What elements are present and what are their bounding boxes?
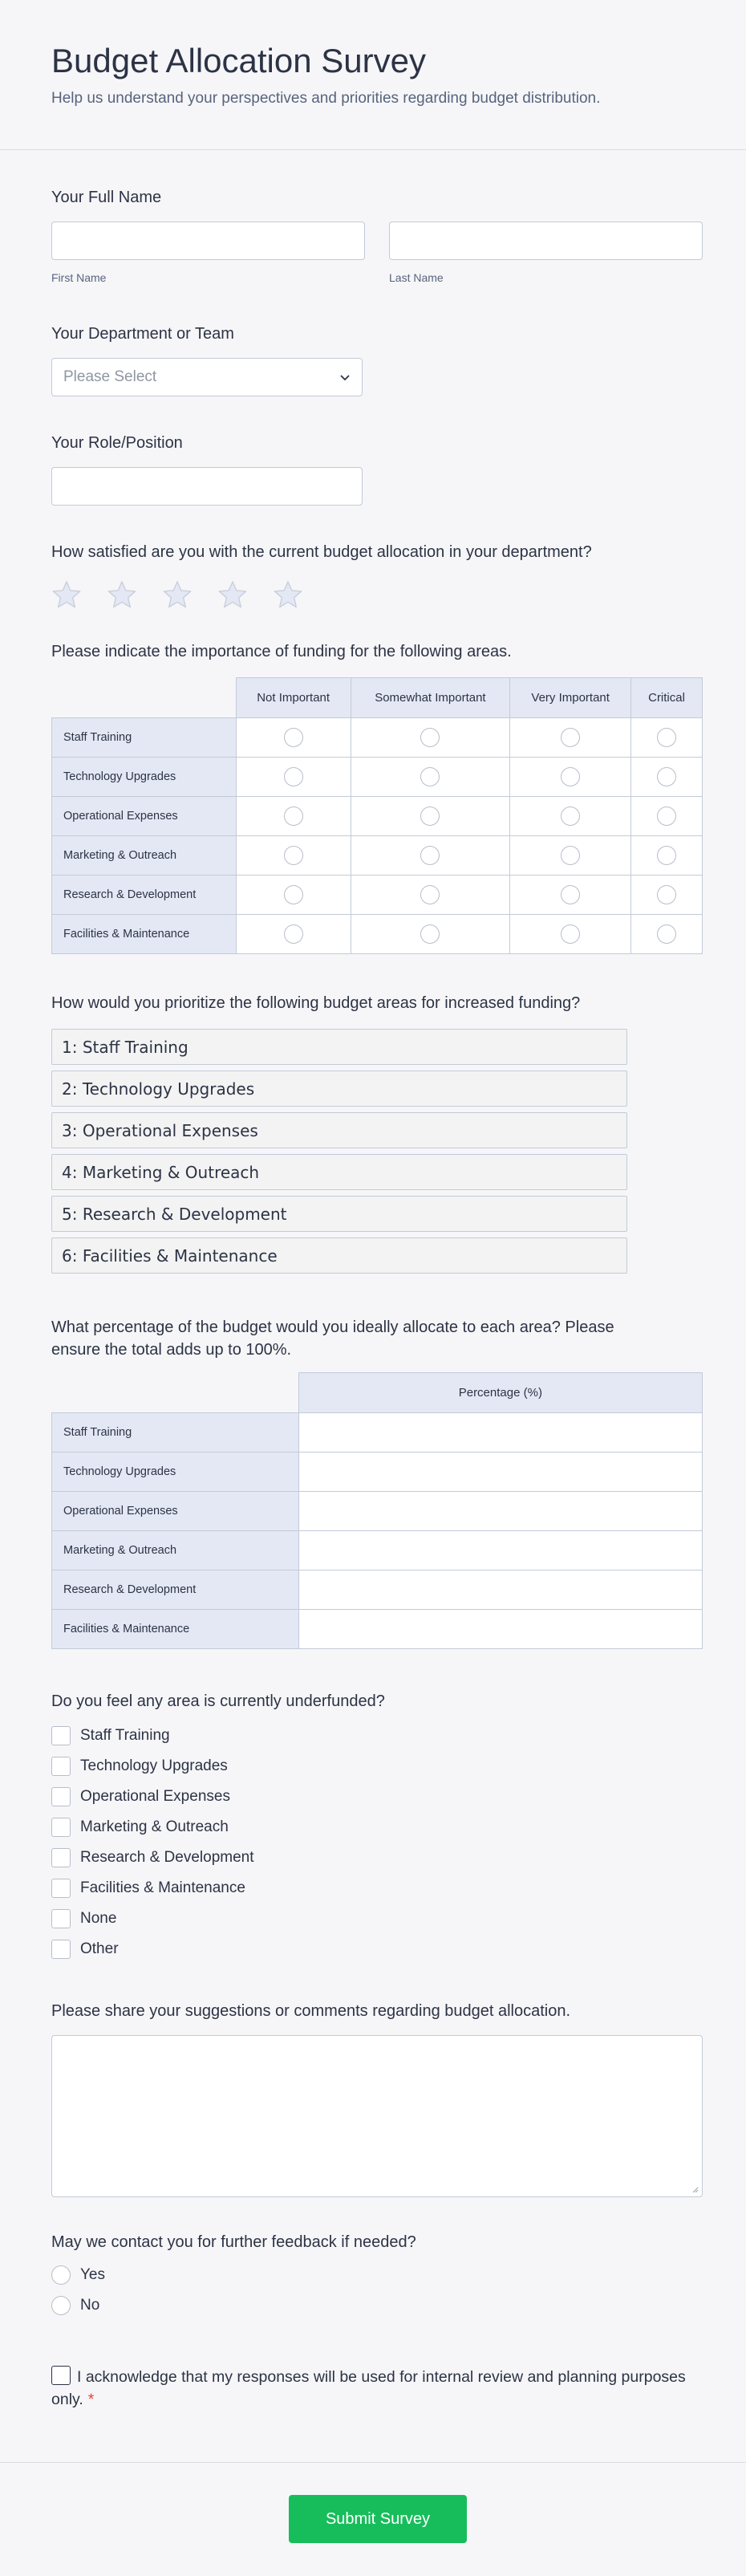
comments-label: Please share your suggestions or comments regarding budget allocation. bbox=[51, 2002, 571, 2020]
comments-textarea[interactable] bbox=[51, 2035, 703, 2197]
checkbox-option[interactable] bbox=[51, 1782, 703, 1812]
matrix-radio[interactable] bbox=[561, 807, 580, 826]
percentage-input-cell[interactable] bbox=[298, 1531, 702, 1570]
matrix-corner bbox=[52, 1373, 299, 1413]
form-header bbox=[0, 0, 746, 150]
matrix-row bbox=[52, 836, 703, 876]
ranking-item[interactable]: 2: Technology Upgrades bbox=[51, 1071, 627, 1107]
matrix-cell bbox=[510, 797, 631, 836]
matrix-radio[interactable] bbox=[561, 767, 580, 786]
matrix-row-label: Facilities & Maintenance bbox=[52, 1610, 299, 1649]
matrix-row bbox=[52, 876, 703, 915]
percentage-input-cell[interactable] bbox=[298, 1610, 702, 1649]
radio-option[interactable] bbox=[51, 2260, 703, 2290]
ranking-question bbox=[51, 992, 703, 1279]
percentage-input-cell[interactable] bbox=[298, 1413, 702, 1453]
star-icon[interactable] bbox=[162, 579, 193, 610]
form-footer bbox=[0, 2462, 746, 2576]
matrix-radio[interactable] bbox=[420, 807, 440, 826]
matrix-cell bbox=[236, 876, 351, 915]
matrix-cell bbox=[510, 758, 631, 797]
matrix-cell bbox=[351, 718, 510, 758]
matrix-row-label: Technology Upgrades bbox=[52, 1453, 299, 1492]
matrix-radio[interactable] bbox=[420, 846, 440, 865]
checkbox-label: Technology Upgrades bbox=[80, 1757, 228, 1774]
matrix-column-header: Very Important bbox=[510, 678, 631, 718]
checkbox-label: Staff Training bbox=[80, 1727, 170, 1744]
chevron-down-icon bbox=[339, 372, 351, 383]
matrix-radio[interactable] bbox=[284, 807, 303, 826]
matrix-cell bbox=[631, 797, 703, 836]
matrix-cell bbox=[351, 836, 510, 876]
matrix-radio[interactable] bbox=[657, 924, 676, 944]
matrix-row bbox=[52, 915, 703, 954]
matrix-cell bbox=[510, 718, 631, 758]
page-title: Budget Allocation Survey bbox=[51, 42, 426, 79]
checkbox-option[interactable] bbox=[51, 1721, 703, 1751]
checkbox-label: Marketing & Outreach bbox=[80, 1818, 229, 1835]
checkbox[interactable] bbox=[51, 1726, 71, 1745]
acknowledge-text: I acknowledge that my responses will be used for internal review and planning purposes only. bbox=[51, 2368, 686, 2408]
matrix-radio[interactable] bbox=[284, 924, 303, 944]
matrix-cell bbox=[510, 915, 631, 954]
last-name-sublabel: Last Name bbox=[389, 271, 444, 284]
matrix-row-label: Staff Training bbox=[52, 1413, 299, 1453]
ranking-list bbox=[51, 1029, 627, 1274]
matrix-row-label: Facilities & Maintenance bbox=[52, 915, 237, 954]
matrix-radio[interactable] bbox=[284, 846, 303, 865]
checkbox-option[interactable] bbox=[51, 1751, 703, 1782]
matrix-radio[interactable] bbox=[284, 885, 303, 904]
role-input[interactable] bbox=[51, 467, 363, 506]
checkbox-option[interactable] bbox=[51, 1873, 703, 1904]
matrix-cell bbox=[236, 915, 351, 954]
comments-question bbox=[51, 2000, 703, 2197]
first-name-sublabel: First Name bbox=[51, 271, 107, 284]
matrix-radio[interactable] bbox=[420, 767, 440, 786]
matrix-cell bbox=[351, 876, 510, 915]
department-question bbox=[51, 323, 703, 396]
matrix-radio[interactable] bbox=[284, 728, 303, 747]
last-name-input[interactable] bbox=[389, 221, 703, 260]
matrix-cell bbox=[631, 758, 703, 797]
matrix-cell bbox=[631, 718, 703, 758]
percentage-question bbox=[51, 1316, 703, 1649]
checkbox-label: Other bbox=[80, 1940, 119, 1957]
importance-matrix bbox=[51, 677, 703, 954]
percentage-matrix bbox=[51, 1372, 703, 1649]
matrix-row bbox=[52, 1531, 703, 1570]
checkbox-label: Facilities & Maintenance bbox=[80, 1879, 245, 1896]
matrix-row-label: Operational Expenses bbox=[52, 797, 237, 836]
first-name-input[interactable] bbox=[51, 221, 365, 260]
checkbox[interactable] bbox=[51, 1879, 71, 1898]
contact-label: May we contact you for further feedback if needed? bbox=[51, 2233, 416, 2251]
matrix-row bbox=[52, 797, 703, 836]
matrix-radio[interactable] bbox=[284, 767, 303, 786]
matrix-cell bbox=[631, 876, 703, 915]
matrix-row bbox=[52, 1610, 703, 1649]
resize-handle-icon[interactable] bbox=[691, 2185, 699, 2193]
checkbox-option[interactable] bbox=[51, 1812, 703, 1843]
department-selected-value: Please Select bbox=[63, 368, 157, 385]
matrix-row bbox=[52, 1492, 703, 1531]
star-icon[interactable] bbox=[273, 579, 303, 610]
ranking-item[interactable]: 6: Facilities & Maintenance bbox=[51, 1237, 627, 1274]
checkbox-label: Research & Development bbox=[80, 1849, 254, 1866]
matrix-cell bbox=[236, 836, 351, 876]
matrix-row bbox=[52, 1413, 703, 1453]
matrix-row-label: Staff Training bbox=[52, 718, 237, 758]
checkbox[interactable] bbox=[51, 1848, 71, 1867]
importance-label: Please indicate the importance of funding for the following areas. bbox=[51, 643, 512, 660]
matrix-row-label: Technology Upgrades bbox=[52, 758, 237, 797]
page-subtitle: Help us understand your perspectives and priorities regarding budget distribution. bbox=[51, 90, 601, 107]
checkbox-label: None bbox=[80, 1910, 117, 1927]
acknowledge-question bbox=[51, 2366, 703, 2411]
percentage-input-cell[interactable] bbox=[298, 1570, 702, 1610]
checkbox[interactable] bbox=[51, 1940, 71, 1959]
contact-question bbox=[51, 2231, 703, 2321]
matrix-cell bbox=[236, 797, 351, 836]
matrix-row-label: Marketing & Outreach bbox=[52, 836, 237, 876]
radio-button[interactable] bbox=[51, 2265, 71, 2285]
checkbox[interactable] bbox=[51, 1757, 71, 1776]
ranking-item[interactable]: 1: Staff Training bbox=[51, 1029, 627, 1065]
checkbox-option[interactable] bbox=[51, 1934, 703, 1965]
importance-question bbox=[51, 640, 703, 954]
full-name-label: Your Full Name bbox=[51, 189, 162, 206]
checkbox-label: Operational Expenses bbox=[80, 1788, 230, 1805]
star-icon[interactable] bbox=[217, 579, 248, 610]
matrix-row-label: Marketing & Outreach bbox=[52, 1531, 299, 1570]
acknowledge-row bbox=[51, 2366, 703, 2411]
matrix-radio[interactable] bbox=[420, 885, 440, 904]
department-select[interactable] bbox=[51, 358, 363, 396]
checkbox[interactable] bbox=[51, 1909, 71, 1928]
satisfaction-label: How satisfied are you with the current budget allocation in your department? bbox=[51, 543, 592, 561]
department-label: Your Department or Team bbox=[51, 325, 234, 343]
contact-options bbox=[51, 2260, 703, 2321]
satisfaction-question bbox=[51, 541, 703, 610]
matrix-cell bbox=[510, 836, 631, 876]
matrix-radio[interactable] bbox=[657, 728, 676, 747]
radio-label: No bbox=[80, 2297, 100, 2314]
role-question bbox=[51, 432, 703, 506]
ranking-label: How would you prioritize the following budget areas for increased funding? bbox=[51, 994, 581, 1012]
matrix-radio[interactable] bbox=[561, 846, 580, 865]
star-rating bbox=[51, 579, 703, 610]
radio-option[interactable] bbox=[51, 2290, 703, 2321]
matrix-cell bbox=[236, 718, 351, 758]
radio-label: Yes bbox=[80, 2266, 105, 2283]
checkbox-option[interactable] bbox=[51, 1843, 703, 1873]
matrix-row bbox=[52, 1570, 703, 1610]
matrix-radio[interactable] bbox=[657, 767, 676, 786]
matrix-row bbox=[52, 758, 703, 797]
checkbox[interactable] bbox=[51, 1818, 71, 1837]
radio-button[interactable] bbox=[51, 2296, 71, 2315]
matrix-cell bbox=[351, 915, 510, 954]
acknowledge-checkbox[interactable] bbox=[51, 2366, 71, 2385]
matrix-cell bbox=[631, 836, 703, 876]
matrix-column-header: Critical bbox=[631, 678, 703, 718]
submit-button[interactable]: Submit Survey bbox=[289, 2495, 467, 2543]
checkbox-option[interactable] bbox=[51, 1904, 703, 1934]
ranking-item[interactable]: 4: Marketing & Outreach bbox=[51, 1154, 627, 1190]
matrix-cell bbox=[236, 758, 351, 797]
matrix-radio[interactable] bbox=[657, 807, 676, 826]
underfunded-options bbox=[51, 1721, 703, 1965]
underfunded-question bbox=[51, 1690, 703, 1965]
matrix-radio[interactable] bbox=[561, 924, 580, 944]
matrix-radio[interactable] bbox=[561, 885, 580, 904]
matrix-cell bbox=[351, 758, 510, 797]
matrix-radio[interactable] bbox=[561, 728, 580, 747]
matrix-row-label: Research & Development bbox=[52, 1570, 299, 1610]
ranking-item[interactable]: 5: Research & Development bbox=[51, 1196, 627, 1232]
required-marker: * bbox=[87, 2391, 95, 2408]
percentage-input-cell[interactable] bbox=[298, 1453, 702, 1492]
star-icon[interactable] bbox=[107, 579, 137, 610]
role-label: Your Role/Position bbox=[51, 434, 183, 452]
star-icon[interactable] bbox=[51, 579, 82, 610]
matrix-radio[interactable] bbox=[657, 885, 676, 904]
matrix-radio[interactable] bbox=[420, 924, 440, 944]
percentage-label: What percentage of the budget would you ideally allocate to each area? Please ensure the total adds up to 100%. bbox=[51, 1318, 614, 1359]
matrix-row bbox=[52, 1453, 703, 1492]
underfunded-label: Do you feel any area is currently underfunded? bbox=[51, 1692, 385, 1710]
matrix-row-label: Operational Expenses bbox=[52, 1492, 299, 1531]
checkbox[interactable] bbox=[51, 1787, 71, 1806]
matrix-radio[interactable] bbox=[657, 846, 676, 865]
percentage-input-cell[interactable] bbox=[298, 1492, 702, 1531]
matrix-radio[interactable] bbox=[420, 728, 440, 747]
matrix-cell bbox=[510, 876, 631, 915]
matrix-cell bbox=[351, 797, 510, 836]
matrix-column-header: Somewhat Important bbox=[351, 678, 510, 718]
ranking-item[interactable]: 3: Operational Expenses bbox=[51, 1112, 627, 1148]
full-name-question bbox=[51, 186, 703, 284]
matrix-row bbox=[52, 718, 703, 758]
matrix-corner bbox=[52, 678, 237, 718]
percentage-column-header: Percentage (%) bbox=[298, 1373, 702, 1413]
matrix-column-header: Not Important bbox=[236, 678, 351, 718]
matrix-row-label: Research & Development bbox=[52, 876, 237, 915]
matrix-cell bbox=[631, 915, 703, 954]
